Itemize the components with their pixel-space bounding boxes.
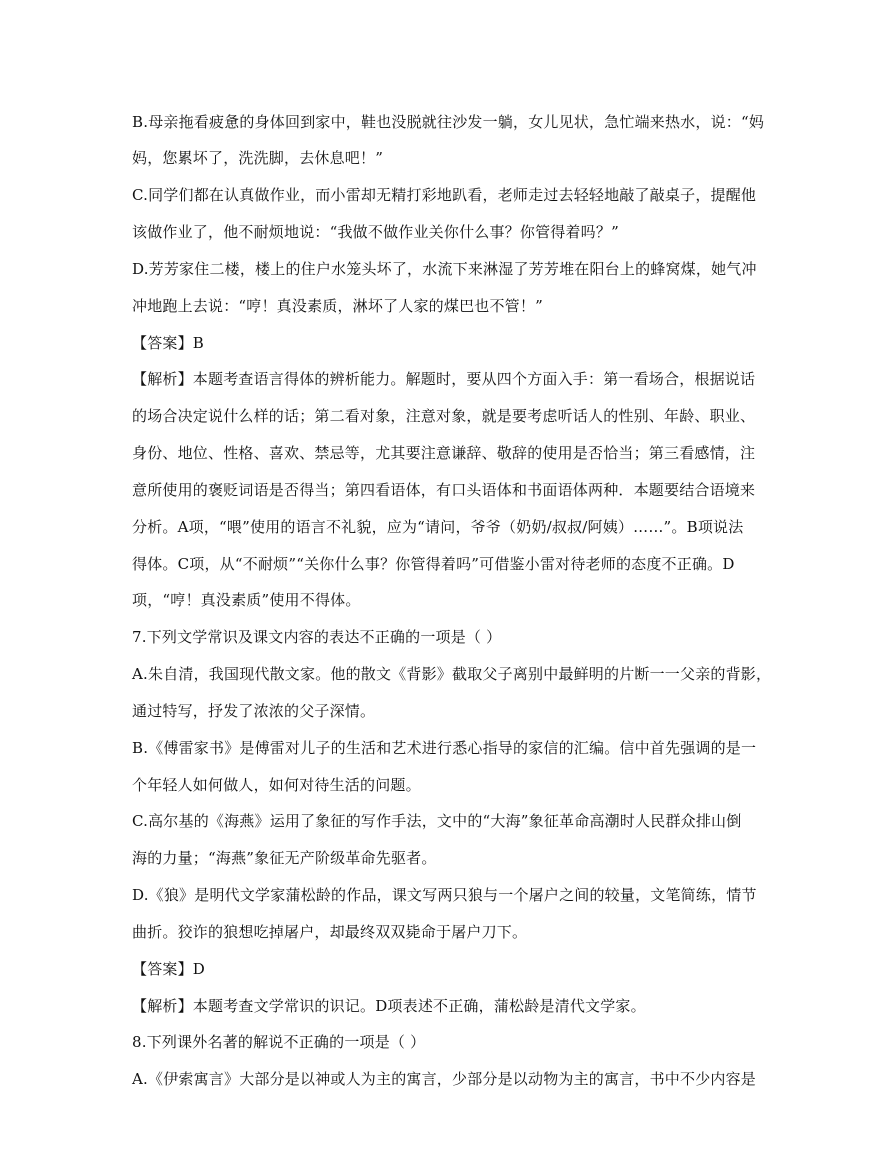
option-b: B.《傅雷家书》是傅雷对儿子的生活和艺术进行悉心指导的家信的汇编。信中首先强调的是一 — [132, 739, 757, 757]
text-line: 的场合决定说什么样的话；第二看对象，注意对象，就是要考虑听话人的性别、年龄、职业、 — [132, 407, 756, 425]
question-7: 7.下列文学常识及课文内容的表达不正确的一项是（ ） — [132, 628, 502, 646]
text-line: 通过特写，抒发了浓浓的父子深情。 — [132, 702, 376, 720]
text-line: 海的力量；“海燕”象征无产阶级革命先驱者。 — [132, 849, 437, 867]
text-line: 个年轻人如何做人，如何对待生活的问题。 — [132, 776, 421, 794]
text-line: 意所使用的褒贬词语是否得当；第四看语体，有口头语体和书面语体两种．本题要结合语境来 — [132, 481, 756, 499]
text-line: 曲折。狡诈的狼想吃掉屠户，却最终双双毙命于屠户刀下。 — [132, 923, 528, 941]
analysis-text: 【解析】本题考查语言得体的辨析能力。解题时，要从四个方面入手：第一看场合，根据说话 — [132, 370, 756, 388]
text-line: 妈，您累坏了，洗洗脚，去休息吧！” — [132, 149, 384, 167]
option-a: A.朱自清，我国现代散文家。他的散文《背影》截取父子离别中最鲜明的片断一一父亲的背影， — [132, 665, 772, 683]
text-line: 身份、地位、性格、喜欢、禁忌等，尤其要注意谦辞、敬辞的使用是否恰当；第三看感情，注 — [132, 444, 756, 462]
text-line: D.芳芳家住二楼，楼上的住户水笼头坏了，水流下来淋湿了芳芳堆在阳台上的蜂窝煤，她气冲 — [132, 260, 757, 278]
text-line: C.同学们都在认真做作业，而小雷却无精打彩地趴看，老师走过去轻轻地敲了敲桌子，提醒他 — [132, 186, 757, 204]
text-line: 该做作业了，他不耐烦地说：“我做不做作业关你什么事？你管得着吗？” — [132, 223, 619, 241]
text-line: 项，“哼！真没素质”使用不得体。 — [132, 591, 361, 609]
text-line: 得体。C项，从“不耐烦”“关你什么事？你管得着吗”可借鉴小雷对待老师的态度不正确。D — [132, 555, 735, 573]
text-line: 冲地跑上去说：“哼！真没素质，淋坏了人家的煤巴也不管！” — [132, 297, 543, 315]
text-line: B.母亲拖看疲惫的身体回到家中，鞋也没脱就往沙发一躺，女儿见状，急忙端来热水，说：“妈 — [132, 113, 765, 131]
analysis-text: 【解析】本题考查文学常识的识记。D项表述不正确，蒲松龄是清代文学家。 — [132, 997, 646, 1015]
option-a: A.《伊索寓言》大部分是以神或人为主的寓言，少部分是以动物为主的寓言，书中不少内容是 — [132, 1070, 757, 1088]
text-line: 分析。A项，“喂”使用的语言不礼貌，应为“请问，爷爷（奶奶/叔叔/阿姨）……”。B项说法 — [132, 518, 744, 536]
option-c: C.高尔基的《海燕》运用了象征的写作手法，文中的“大海”象征革命高潮时人民群众排山倒 — [132, 812, 742, 830]
question-8: 8.下列课外名著的解说不正确的一项是（ ） — [132, 1033, 426, 1051]
option-d: D.《狼》是明代文学家蒲松龄的作品，课文写两只狼与一个屠户之间的较量，文笔简练，情节 — [132, 886, 757, 904]
answer-label: 【答案】B — [132, 334, 205, 352]
answer-label: 【答案】D — [132, 960, 206, 978]
